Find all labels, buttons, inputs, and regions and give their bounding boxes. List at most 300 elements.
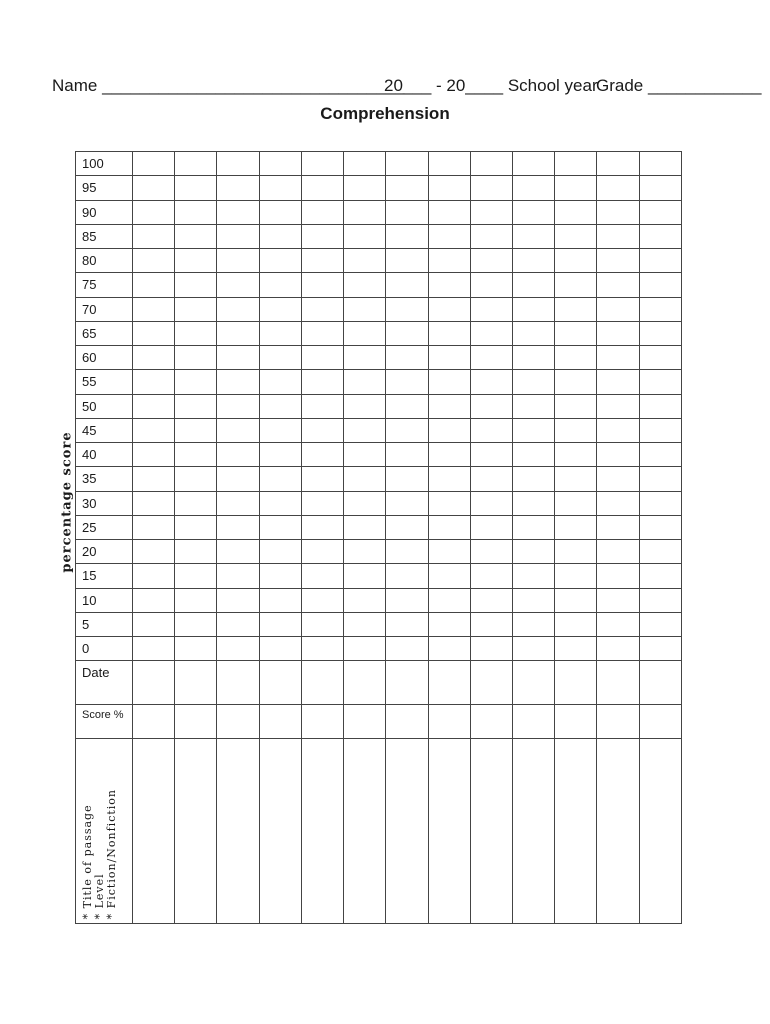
grid-cell[interactable]: [555, 346, 597, 370]
grid-cell[interactable]: [344, 612, 386, 636]
grid-cell[interactable]: [512, 564, 554, 588]
grid-cell[interactable]: [344, 249, 386, 273]
grid-cell[interactable]: [175, 273, 217, 297]
grid-cell[interactable]: [175, 370, 217, 394]
grid-cell[interactable]: [259, 297, 301, 321]
grid-cell[interactable]: [470, 588, 512, 612]
grid-cell[interactable]: [175, 588, 217, 612]
grid-cell[interactable]: [512, 200, 554, 224]
grid-cell[interactable]: [217, 515, 259, 539]
grid-cell[interactable]: [344, 176, 386, 200]
grid-cell[interactable]: [217, 297, 259, 321]
grid-cell[interactable]: [555, 273, 597, 297]
grid-cell[interactable]: [639, 612, 681, 636]
grid-cell[interactable]: [555, 588, 597, 612]
grid-cell[interactable]: [639, 739, 681, 924]
grid-cell[interactable]: [386, 637, 428, 661]
grid-cell[interactable]: [470, 394, 512, 418]
grid-cell[interactable]: [386, 443, 428, 467]
grid-cell[interactable]: [639, 297, 681, 321]
grid-cell[interactable]: [639, 661, 681, 704]
grid-cell[interactable]: [597, 394, 639, 418]
grid-cell[interactable]: [217, 321, 259, 345]
grid-cell[interactable]: [555, 249, 597, 273]
grid-cell[interactable]: [259, 739, 301, 924]
grid-cell[interactable]: [512, 467, 554, 491]
grid-cell[interactable]: [259, 176, 301, 200]
grid-cell[interactable]: [428, 273, 470, 297]
grid-cell[interactable]: [344, 704, 386, 738]
grid-cell[interactable]: [133, 540, 175, 564]
grid-cell[interactable]: [344, 321, 386, 345]
grid-cell[interactable]: [555, 321, 597, 345]
grid-cell[interactable]: [259, 321, 301, 345]
grid-cell[interactable]: [175, 564, 217, 588]
grid-cell[interactable]: [512, 704, 554, 738]
grid-cell[interactable]: [259, 588, 301, 612]
grid-cell[interactable]: [175, 704, 217, 738]
grid-cell[interactable]: [386, 588, 428, 612]
grid-cell[interactable]: [428, 418, 470, 442]
grid-cell[interactable]: [133, 515, 175, 539]
grade-field[interactable]: Grade ____________: [596, 76, 762, 95]
grid-cell[interactable]: [512, 588, 554, 612]
grid-cell[interactable]: [301, 297, 343, 321]
grid-cell[interactable]: [512, 515, 554, 539]
grid-cell[interactable]: [133, 739, 175, 924]
school-year-field[interactable]: 20___ - 20____ School year: [384, 76, 598, 95]
grid-cell[interactable]: [512, 661, 554, 704]
grid-cell[interactable]: [344, 418, 386, 442]
grid-cell[interactable]: [217, 443, 259, 467]
grid-cell[interactable]: [470, 370, 512, 394]
grid-cell[interactable]: [639, 273, 681, 297]
grid-cell[interactable]: [386, 297, 428, 321]
grid-cell[interactable]: [555, 564, 597, 588]
grid-cell[interactable]: [428, 394, 470, 418]
grid-cell[interactable]: [512, 152, 554, 176]
grid-cell[interactable]: [133, 418, 175, 442]
grid-cell[interactable]: [470, 176, 512, 200]
grid-cell[interactable]: [301, 176, 343, 200]
grid-cell[interactable]: [301, 273, 343, 297]
grid-cell[interactable]: [133, 637, 175, 661]
grid-cell[interactable]: [597, 152, 639, 176]
grid-cell[interactable]: [217, 739, 259, 924]
grid-cell[interactable]: [512, 637, 554, 661]
grid-cell[interactable]: [259, 370, 301, 394]
grid-cell[interactable]: [259, 346, 301, 370]
grid-cell[interactable]: [597, 200, 639, 224]
grid-cell[interactable]: [175, 321, 217, 345]
grid-cell[interactable]: [470, 321, 512, 345]
grid-cell[interactable]: [512, 321, 554, 345]
grid-cell[interactable]: [512, 418, 554, 442]
grid-cell[interactable]: [175, 467, 217, 491]
grid-cell[interactable]: [217, 661, 259, 704]
grid-cell[interactable]: [175, 224, 217, 248]
grid-cell[interactable]: [597, 739, 639, 924]
grid-cell[interactable]: [470, 443, 512, 467]
grid-cell[interactable]: [175, 297, 217, 321]
grid-cell[interactable]: [217, 176, 259, 200]
grid-cell[interactable]: [217, 637, 259, 661]
grid-cell[interactable]: [639, 394, 681, 418]
grid-cell[interactable]: [428, 370, 470, 394]
grid-cell[interactable]: [259, 564, 301, 588]
grid-cell[interactable]: [428, 739, 470, 924]
grid-cell[interactable]: [301, 588, 343, 612]
grid-cell[interactable]: [470, 152, 512, 176]
grid-cell[interactable]: [512, 612, 554, 636]
grid-cell[interactable]: [301, 612, 343, 636]
grid-cell[interactable]: [301, 346, 343, 370]
grid-cell[interactable]: [133, 200, 175, 224]
grid-cell[interactable]: [386, 612, 428, 636]
grid-cell[interactable]: [555, 394, 597, 418]
grid-cell[interactable]: [470, 739, 512, 924]
grid-cell[interactable]: [512, 346, 554, 370]
grid-cell[interactable]: [259, 540, 301, 564]
grid-cell[interactable]: [597, 346, 639, 370]
grid-cell[interactable]: [259, 418, 301, 442]
grid-cell[interactable]: [217, 467, 259, 491]
grid-cell[interactable]: [133, 176, 175, 200]
grid-cell[interactable]: [301, 540, 343, 564]
grid-cell[interactable]: [217, 588, 259, 612]
grid-cell[interactable]: [555, 661, 597, 704]
grid-cell[interactable]: [555, 739, 597, 924]
grid-cell[interactable]: [639, 176, 681, 200]
grid-cell[interactable]: [259, 515, 301, 539]
grid-cell[interactable]: [344, 152, 386, 176]
grid-cell[interactable]: [344, 224, 386, 248]
grid-cell[interactable]: [133, 370, 175, 394]
grid-cell[interactable]: [597, 176, 639, 200]
grid-cell[interactable]: [301, 739, 343, 924]
grid-cell[interactable]: [259, 704, 301, 738]
grid-cell[interactable]: [512, 394, 554, 418]
grid-cell[interactable]: [428, 200, 470, 224]
grid-cell[interactable]: [428, 346, 470, 370]
grid-cell[interactable]: [175, 346, 217, 370]
grid-cell[interactable]: [217, 394, 259, 418]
grid-cell[interactable]: [470, 564, 512, 588]
grid-cell[interactable]: [175, 515, 217, 539]
grid-cell[interactable]: [639, 540, 681, 564]
grid-cell[interactable]: [344, 443, 386, 467]
grid-cell[interactable]: [428, 467, 470, 491]
grid-cell[interactable]: [555, 637, 597, 661]
grid-cell[interactable]: [344, 394, 386, 418]
grid-cell[interactable]: [217, 491, 259, 515]
grid-cell[interactable]: [344, 515, 386, 539]
grid-cell[interactable]: [639, 321, 681, 345]
grid-cell[interactable]: [428, 515, 470, 539]
grid-cell[interactable]: [344, 467, 386, 491]
grid-cell[interactable]: [555, 224, 597, 248]
grid-cell[interactable]: [555, 540, 597, 564]
grid-cell[interactable]: [639, 224, 681, 248]
grid-cell[interactable]: [470, 297, 512, 321]
grid-cell[interactable]: [512, 224, 554, 248]
grid-cell[interactable]: [301, 661, 343, 704]
grid-cell[interactable]: [386, 321, 428, 345]
grid-cell[interactable]: [386, 515, 428, 539]
grid-cell[interactable]: [597, 273, 639, 297]
grid-cell[interactable]: [175, 152, 217, 176]
grid-cell[interactable]: [217, 200, 259, 224]
grid-cell[interactable]: [259, 394, 301, 418]
student-name-field[interactable]: Name ________________________________: [52, 76, 405, 95]
grid-cell[interactable]: [175, 661, 217, 704]
grid-cell[interactable]: [344, 491, 386, 515]
grid-cell[interactable]: [597, 637, 639, 661]
grid-cell[interactable]: [428, 661, 470, 704]
grid-cell[interactable]: [344, 661, 386, 704]
grid-cell[interactable]: [301, 224, 343, 248]
grid-cell[interactable]: [386, 540, 428, 564]
grid-cell[interactable]: [428, 249, 470, 273]
grid-cell[interactable]: [386, 661, 428, 704]
grid-cell[interactable]: [133, 704, 175, 738]
grid-cell[interactable]: [133, 321, 175, 345]
grid-cell[interactable]: [428, 491, 470, 515]
grid-cell[interactable]: [386, 370, 428, 394]
grid-cell[interactable]: [217, 346, 259, 370]
grid-cell[interactable]: [259, 249, 301, 273]
grid-cell[interactable]: [428, 224, 470, 248]
grid-cell[interactable]: [428, 637, 470, 661]
grid-cell[interactable]: [386, 346, 428, 370]
grid-cell[interactable]: [428, 704, 470, 738]
grid-cell[interactable]: [386, 704, 428, 738]
grid-cell[interactable]: [301, 515, 343, 539]
grid-cell[interactable]: [259, 273, 301, 297]
grid-cell[interactable]: [175, 176, 217, 200]
grid-cell[interactable]: [555, 443, 597, 467]
grid-cell[interactable]: [639, 491, 681, 515]
grid-cell[interactable]: [259, 467, 301, 491]
grid-cell[interactable]: [428, 321, 470, 345]
grid-cell[interactable]: [386, 394, 428, 418]
grid-cell[interactable]: [470, 515, 512, 539]
grid-cell[interactable]: [217, 540, 259, 564]
grid-cell[interactable]: [639, 370, 681, 394]
grid-cell[interactable]: [555, 612, 597, 636]
grid-cell[interactable]: [428, 612, 470, 636]
grid-cell[interactable]: [344, 637, 386, 661]
grid-cell[interactable]: [555, 467, 597, 491]
grid-cell[interactable]: [175, 540, 217, 564]
grid-cell[interactable]: [555, 297, 597, 321]
grid-cell[interactable]: [597, 297, 639, 321]
grid-cell[interactable]: [597, 443, 639, 467]
grid-cell[interactable]: [597, 612, 639, 636]
grid-cell[interactable]: [133, 588, 175, 612]
grid-cell[interactable]: [301, 564, 343, 588]
grid-cell[interactable]: [259, 443, 301, 467]
grid-cell[interactable]: [175, 612, 217, 636]
grid-cell[interactable]: [133, 661, 175, 704]
grid-cell[interactable]: [555, 370, 597, 394]
grid-cell[interactable]: [470, 200, 512, 224]
grid-cell[interactable]: [301, 249, 343, 273]
grid-cell[interactable]: [597, 661, 639, 704]
grid-cell[interactable]: [217, 418, 259, 442]
grid-cell[interactable]: [217, 224, 259, 248]
grid-cell[interactable]: [217, 564, 259, 588]
grid-cell[interactable]: [133, 273, 175, 297]
grid-cell[interactable]: [175, 249, 217, 273]
grid-cell[interactable]: [597, 321, 639, 345]
grid-cell[interactable]: [597, 249, 639, 273]
grid-cell[interactable]: [428, 152, 470, 176]
grid-cell[interactable]: [639, 564, 681, 588]
grid-cell[interactable]: [133, 467, 175, 491]
grid-cell[interactable]: [259, 200, 301, 224]
grid-cell[interactable]: [133, 152, 175, 176]
grid-cell[interactable]: [133, 491, 175, 515]
grid-cell[interactable]: [555, 176, 597, 200]
grid-cell[interactable]: [470, 418, 512, 442]
grid-cell[interactable]: [470, 346, 512, 370]
grid-cell[interactable]: [301, 491, 343, 515]
grid-cell[interactable]: [597, 370, 639, 394]
grid-cell[interactable]: [301, 394, 343, 418]
grid-cell[interactable]: [512, 443, 554, 467]
grid-cell[interactable]: [133, 249, 175, 273]
grid-cell[interactable]: [344, 346, 386, 370]
grid-cell[interactable]: [470, 273, 512, 297]
grid-cell[interactable]: [301, 704, 343, 738]
grid-cell[interactable]: [428, 443, 470, 467]
grid-cell[interactable]: [512, 273, 554, 297]
grid-cell[interactable]: [259, 224, 301, 248]
grid-cell[interactable]: [470, 467, 512, 491]
grid-cell[interactable]: [597, 418, 639, 442]
grid-cell[interactable]: [386, 152, 428, 176]
grid-cell[interactable]: [512, 739, 554, 924]
grid-cell[interactable]: [133, 346, 175, 370]
grid-cell[interactable]: [259, 637, 301, 661]
grid-cell[interactable]: [344, 588, 386, 612]
grid-cell[interactable]: [344, 297, 386, 321]
grid-cell[interactable]: [175, 443, 217, 467]
grid-cell[interactable]: [344, 739, 386, 924]
grid-cell[interactable]: [470, 224, 512, 248]
grid-cell[interactable]: [470, 704, 512, 738]
grid-cell[interactable]: [386, 224, 428, 248]
grid-cell[interactable]: [301, 443, 343, 467]
grid-cell[interactable]: [301, 321, 343, 345]
grid-cell[interactable]: [470, 249, 512, 273]
grid-cell[interactable]: [555, 515, 597, 539]
grid-cell[interactable]: [175, 739, 217, 924]
grid-cell[interactable]: [428, 540, 470, 564]
grid-cell[interactable]: [386, 273, 428, 297]
grid-cell[interactable]: [555, 418, 597, 442]
grid-cell[interactable]: [470, 491, 512, 515]
grid-cell[interactable]: [512, 297, 554, 321]
grid-cell[interactable]: [133, 564, 175, 588]
grid-cell[interactable]: [386, 467, 428, 491]
grid-cell[interactable]: [259, 661, 301, 704]
grid-cell[interactable]: [301, 200, 343, 224]
grid-cell[interactable]: [597, 704, 639, 738]
grid-cell[interactable]: [639, 704, 681, 738]
grid-cell[interactable]: [301, 637, 343, 661]
grid-cell[interactable]: [639, 346, 681, 370]
grid-cell[interactable]: [217, 704, 259, 738]
grid-cell[interactable]: [301, 152, 343, 176]
grid-cell[interactable]: [597, 588, 639, 612]
grid-cell[interactable]: [470, 661, 512, 704]
grid-cell[interactable]: [344, 564, 386, 588]
grid-cell[interactable]: [639, 418, 681, 442]
grid-cell[interactable]: [512, 540, 554, 564]
grid-cell[interactable]: [175, 491, 217, 515]
grid-cell[interactable]: [217, 273, 259, 297]
grid-cell[interactable]: [639, 588, 681, 612]
grid-cell[interactable]: [597, 564, 639, 588]
grid-cell[interactable]: [555, 152, 597, 176]
grid-cell[interactable]: [175, 200, 217, 224]
grid-cell[interactable]: [512, 370, 554, 394]
grid-cell[interactable]: [639, 443, 681, 467]
grid-cell[interactable]: [512, 491, 554, 515]
grid-cell[interactable]: [386, 249, 428, 273]
grid-cell[interactable]: [133, 394, 175, 418]
grid-cell[interactable]: [386, 564, 428, 588]
grid-cell[interactable]: [470, 612, 512, 636]
grid-cell[interactable]: [386, 491, 428, 515]
grid-cell[interactable]: [555, 200, 597, 224]
grid-cell[interactable]: [217, 370, 259, 394]
grid-cell[interactable]: [597, 515, 639, 539]
grid-cell[interactable]: [175, 394, 217, 418]
grid-cell[interactable]: [344, 540, 386, 564]
grid-cell[interactable]: [639, 152, 681, 176]
grid-cell[interactable]: [428, 176, 470, 200]
grid-cell[interactable]: [259, 612, 301, 636]
grid-cell[interactable]: [639, 467, 681, 491]
grid-cell[interactable]: [259, 152, 301, 176]
grid-cell[interactable]: [639, 637, 681, 661]
grid-cell[interactable]: [175, 637, 217, 661]
grid-cell[interactable]: [175, 418, 217, 442]
grid-cell[interactable]: [470, 637, 512, 661]
grid-cell[interactable]: [597, 491, 639, 515]
grid-cell[interactable]: [344, 273, 386, 297]
grid-cell[interactable]: [344, 370, 386, 394]
grid-cell[interactable]: [512, 249, 554, 273]
grid-cell[interactable]: [428, 588, 470, 612]
grid-cell[interactable]: [597, 224, 639, 248]
grid-cell[interactable]: [512, 176, 554, 200]
grid-cell[interactable]: [301, 467, 343, 491]
grid-cell[interactable]: [133, 612, 175, 636]
grid-cell[interactable]: [555, 704, 597, 738]
grid-cell[interactable]: [428, 564, 470, 588]
grid-cell[interactable]: [597, 467, 639, 491]
grid-cell[interactable]: [301, 418, 343, 442]
grid-cell[interactable]: [344, 200, 386, 224]
grid-cell[interactable]: [386, 176, 428, 200]
grid-cell[interactable]: [301, 370, 343, 394]
grid-cell[interactable]: [597, 540, 639, 564]
grid-cell[interactable]: [259, 491, 301, 515]
